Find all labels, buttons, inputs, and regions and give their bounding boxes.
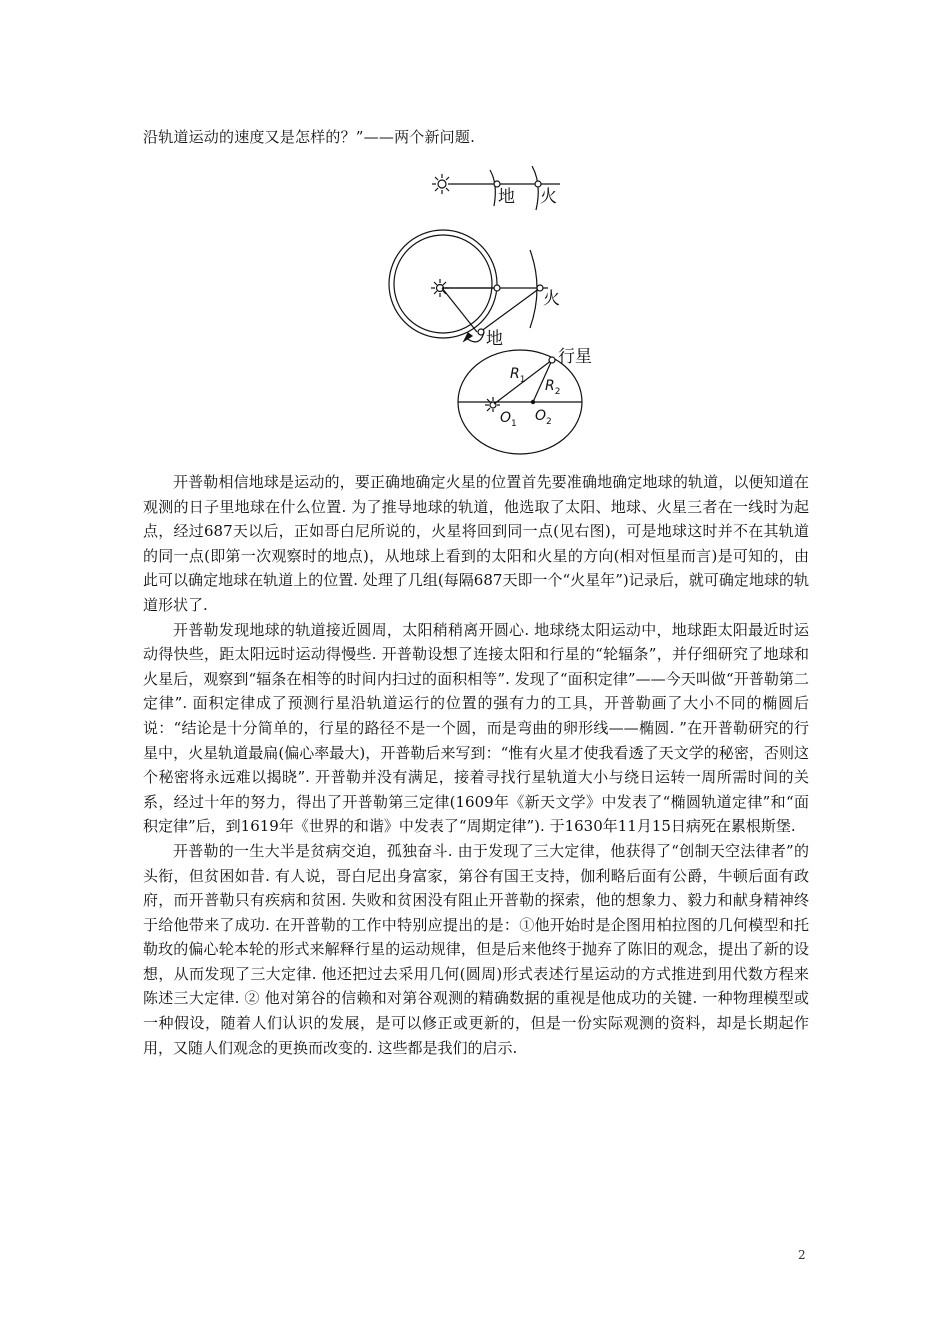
paragraph-earth-orbit: 开普勒相信地球是运动的，要正确地确定火星的位置首先要准确地确定地球的轨道，以便知道在观测的日子里地球在什么位置. 为了推导地球的轨道，他选取了太阳、地球、火星三者在一线时为起点，经过687天以后，正如哥白尼所说的，火星将回到同一点(见右图)，可是地球这时并不在其轨道的同一点(即第一次观察时的地点)，从地球上看到的太阳和火星的方向(相对恒星而言)是可知的，由此可以确定地球在轨道上的位置. 处理了几组(每隔687天即一个“火星年”)记录后，就可确定地球的轨道形状了. [143, 473, 809, 614]
label-earth-middle: 地 [486, 329, 503, 349]
label-mars-top: 火 [540, 187, 557, 207]
center-point [531, 400, 535, 404]
sun-icon [432, 174, 452, 194]
continuation-line: 沿轨道运动的速度又是怎样的？”——两个新问题. [143, 128, 476, 146]
sun-icon [485, 397, 500, 412]
paragraph-kepler-laws: 开普勒发现地球的轨道接近圆周，太阳稍稍离开圆心. 地球绕太阳运动中，地球距太阳最近时运动得快些，距太阳远时运动得慢些. 开普勒设想了连接太阳和行星的“轮辐条”，并仔细研究了地球和火星后，观察到“辐条在相等的时间内扫过的面积相等”. 发现了“面积定律”——今天叫做“开普勒第二定律”. 面积定律成了预测行星沿轨道运行的位置的强有力的工具，开普勒画了大小不同的椭圆后说：“结论是十分简单的，行星的路径不是一个圆，而是弯曲的卵形线——椭圆. ”在开普勒研究的行星中，火星轨道最扁(偏心率最大)，开普勒后来写到：“惟有火星才使我看透了天文学的秘密，否则这个秘密将永远难以揭晓”. 开普勒并没有满足，接着寻找行星轨道大小与绕日运转一周所需时间的关系，经过十年的努力，得出了开普勒第三定律(1609年《新天文学》中发表了“椭圆轨道定律”和“面积定律”后，到1619年《世界的和谐》中发表了“周期定律”). 于1630年11月15日病死在累根斯堡. [143, 620, 809, 836]
label-o2: $O_2$ [535, 408, 552, 427]
orbit-diagram-svg [380, 166, 610, 456]
label-r1: $R_1$ [510, 366, 526, 385]
body-text [143, 470, 809, 1060]
label-earth-top: 地 [498, 187, 515, 207]
planet-point [549, 357, 555, 363]
earth-orbit-inner [394, 235, 492, 333]
page-number: 2 [798, 1248, 806, 1262]
sun-earth-line [442, 288, 477, 332]
earth-initial-point [494, 285, 500, 291]
earth-orbit-outer [389, 230, 497, 338]
label-o1: $O_1$ [500, 410, 517, 429]
orbit-diagram [380, 166, 610, 456]
paragraph-kepler-life: 开普勒的一生大半是贫病交迫，孤独奋斗. 由于发现了三大定律，他获得了“创制天空法律者”的头衔，但贫困如昔. 有人说，哥白尼出身富家，第谷有国王支持，伽利略后面有公爵，牛顿后面有政府，而开普勒只有疾病和贫困. 失败和贫困没有阻止开普勒的探索，他的想象力、毅力和献身精神终于给他带来了成功. 在开普勒的工作中特别应提出的是：①他开始时是企图用柏拉图的几何模型和托勒玫的偏心轮本轮的形式来解释行星的运动规律，但是后来他终于抛弃了陈旧的观念，提出了新的设想，从而发现了三大定律. 他还把过去采用几何(圆周)形式表述行星运动的方式推进到用代数方程来陈述三大定律. ② 他对第谷的信赖和对第谷观测的精确数据的重视是他成功的关键. 一种物理模型或一种假设，随着人们认识的发展，是可以修正或更新的，但是一份实际观测的资料，却是长期起作用，又随人们观念的更换而改变的. 这些都是我们的启示. [143, 841, 809, 1057]
label-r2: $R_2$ [545, 378, 561, 397]
mars-orbit-arc [532, 166, 538, 210]
label-mars-middle: 火 [543, 289, 560, 309]
mars-orbit-arc-middle [530, 250, 537, 328]
label-planet: 行星 [558, 347, 592, 367]
earth-orbit-arc [490, 170, 495, 206]
